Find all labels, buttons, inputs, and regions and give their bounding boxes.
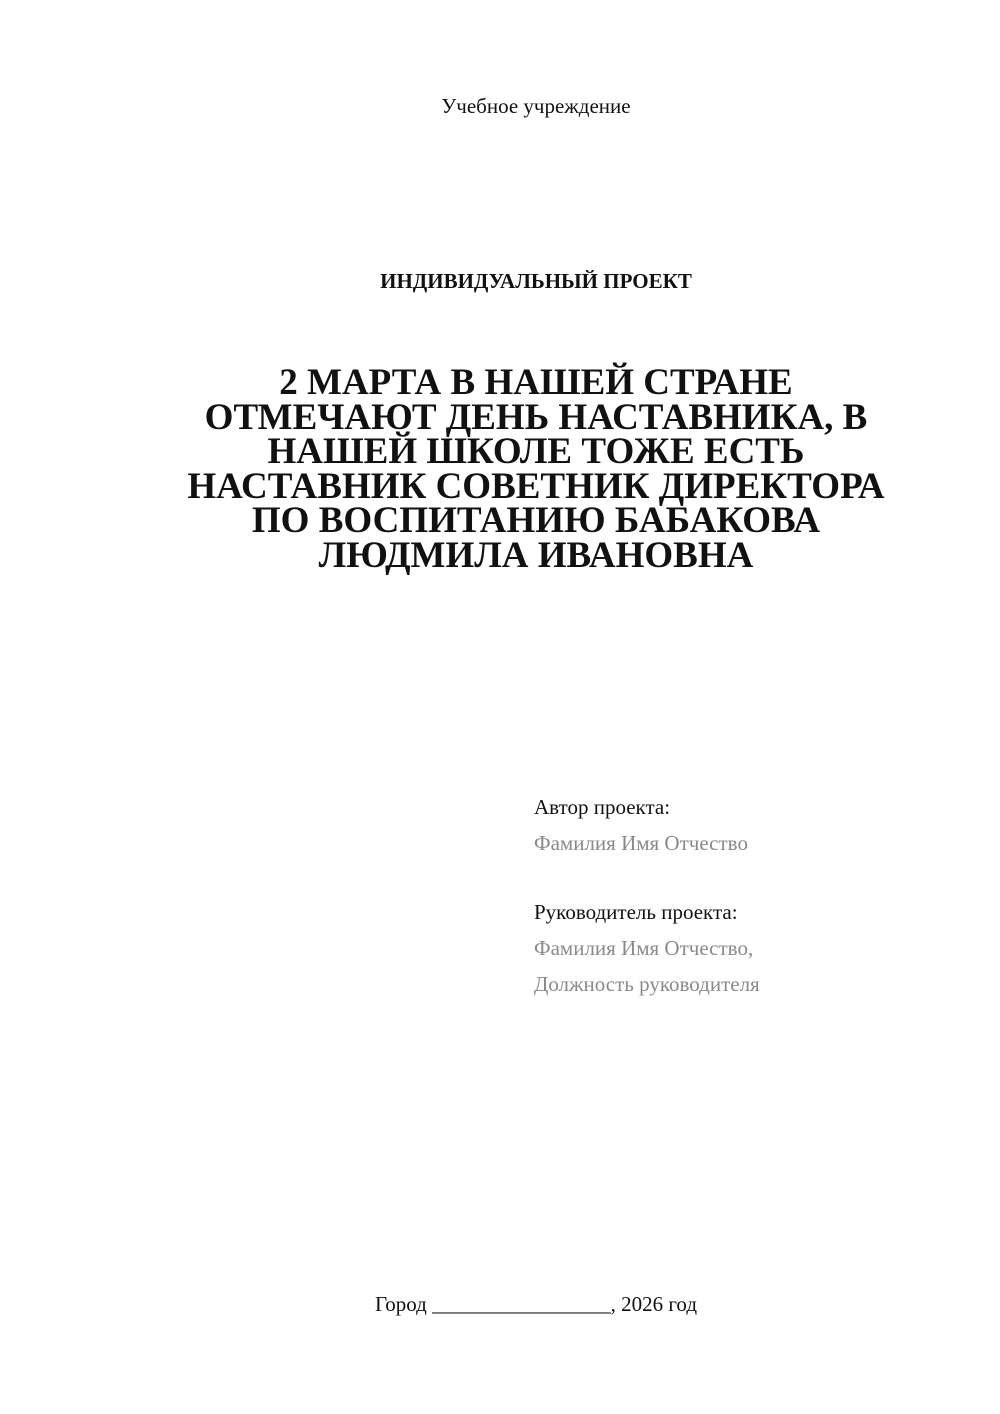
- project-title-line: ЛЮДМИЛА ИВАНОВНА: [318, 534, 754, 576]
- author-block: [534, 789, 964, 861]
- author-name-placeholder: Фамилия Имя Отчество: [534, 831, 748, 855]
- supervisor-name-placeholder: Фамилия Имя Отчество,: [534, 936, 754, 960]
- city-year-footer: Город _________________, 2026 год: [374, 1292, 698, 1316]
- project-title-line: 2 МАРТА В НАШЕЙ СТРАНЕ: [279, 362, 793, 403]
- project-title-line: ПО ВОСПИТАНИЮ БАБАКОВА: [251, 500, 821, 541]
- project-title-line: НАШЕЙ ШКОЛЕ ТОЖЕ ЕСТЬ: [267, 431, 805, 472]
- supervisor-label: Руководитель проекта:: [534, 900, 738, 924]
- supervisor-block: [534, 894, 964, 1002]
- author-label: Автор проекта:: [534, 795, 671, 819]
- document-type: ИНДИВИДУАЛЬНЫЙ ПРОЕКТ: [380, 269, 692, 293]
- supervisor-position-placeholder: Должность руководителя: [534, 972, 760, 996]
- project-title-line: ОТМЕЧАЮТ ДЕНЬ НАСТАВНИКА, В: [204, 396, 868, 438]
- project-title-line: НАСТАВНИК СОВЕТНИК ДИРЕКТОРА: [187, 465, 885, 507]
- institution-name: Учебное учреждение: [441, 94, 631, 118]
- project-title: [140, 362, 932, 576]
